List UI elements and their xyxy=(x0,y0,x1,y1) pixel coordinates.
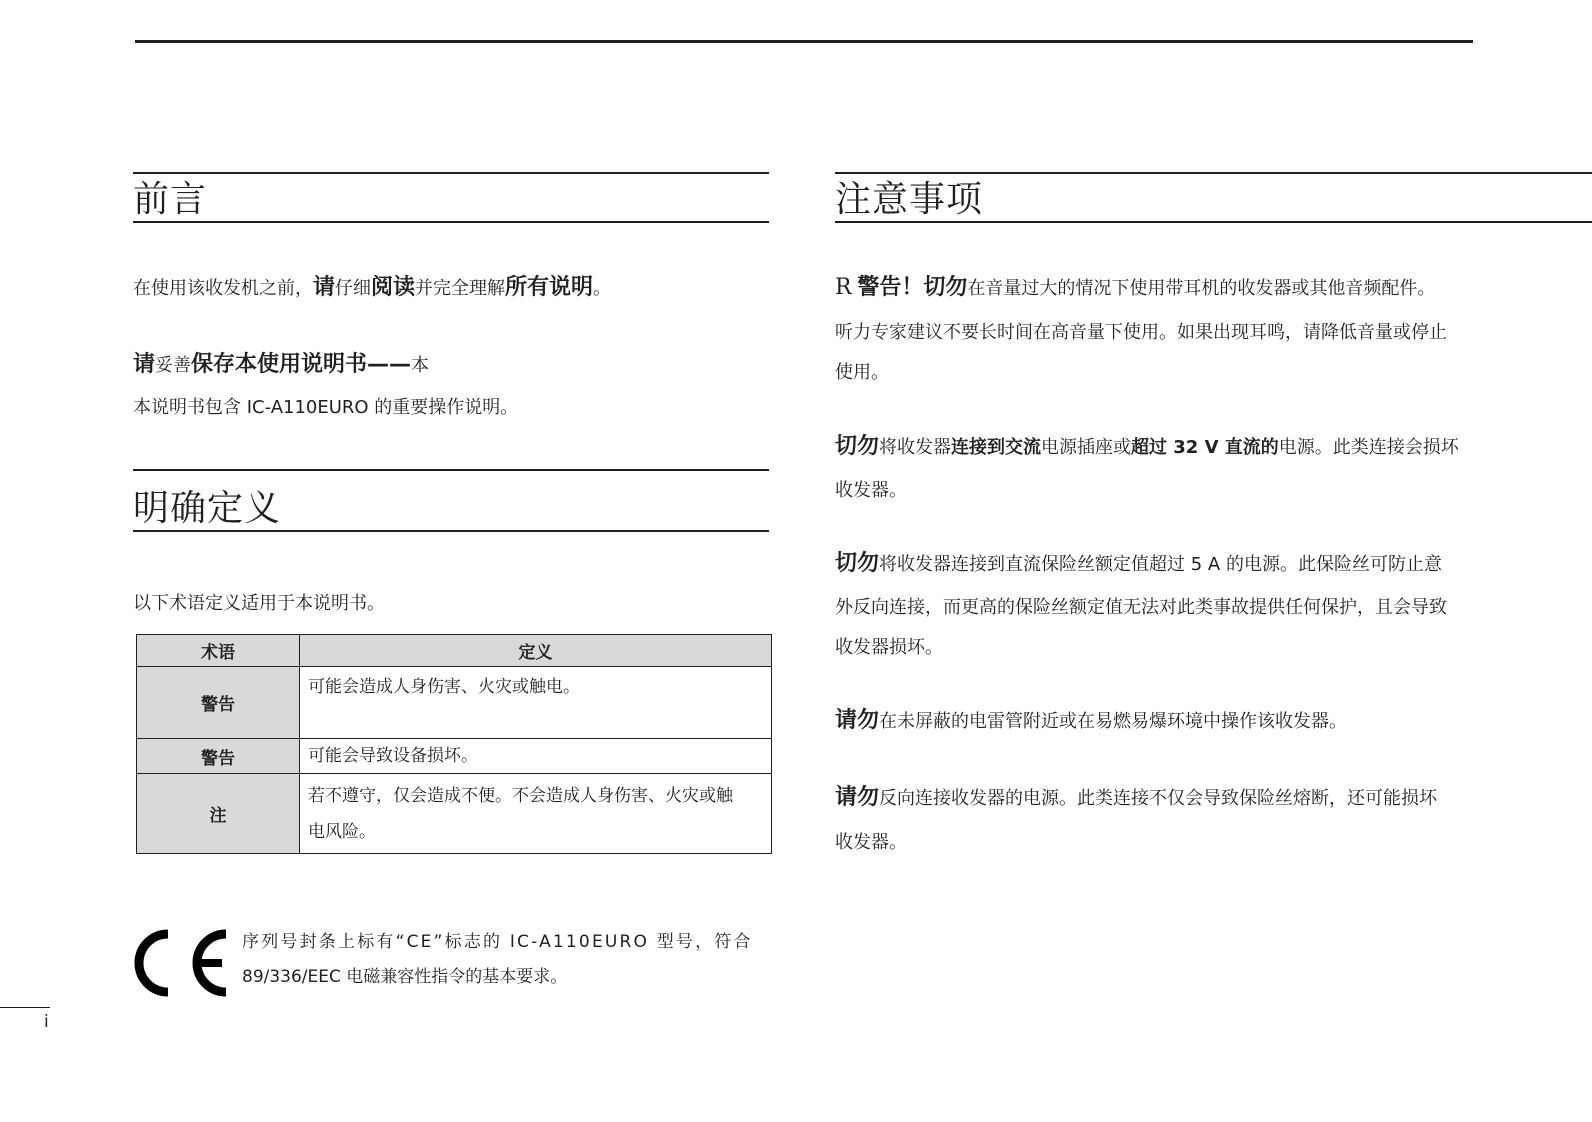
def-cell: 可能会造成人身伤害、火灾或触电。 xyxy=(300,667,772,739)
precaution-1-line-2: 听力专家建议不要长时间在高音量下使用。如果出现耳鸣，请降低音量或停止 xyxy=(835,322,1447,343)
table-row xyxy=(137,667,772,739)
precaution-1-line-1: R 警告！切勿在音量过大的情况下使用带耳机的收发器或其他音频配件。 xyxy=(835,275,1436,300)
def-cell: 可能会导致设备损坏。 xyxy=(300,739,772,774)
term-cell: 警告 xyxy=(137,739,300,774)
table-row xyxy=(137,739,772,774)
col-def-header: 定义 xyxy=(300,635,772,667)
definitions-top-rule xyxy=(133,469,769,471)
definitions-intro: 以下术语定义适用于本说明书。 xyxy=(133,593,385,614)
precaution-3-line-2: 外反向连接，而更高的保险丝额定值无法对此类事故提供任何保护，且会导致 xyxy=(835,597,1447,618)
foreword-line-1: 在使用该收发机之前，请仔细阅读并完全理解所有说明。 xyxy=(133,275,612,300)
ce-mark-icon xyxy=(134,928,230,998)
ce-text-line-2: 89/336/EEC 电磁兼容性指令的基本要求。 xyxy=(242,967,568,987)
term-cell: 注 xyxy=(137,774,300,854)
r-mark: R xyxy=(835,275,852,300)
precaution-2-line-2: 收发器。 xyxy=(835,480,907,501)
definitions-heading: 明确定义 xyxy=(133,488,282,529)
precaution-5-line-2: 收发器。 xyxy=(835,832,907,853)
precautions-top-rule xyxy=(835,172,1592,174)
table-header-row xyxy=(137,635,772,667)
page-number: i xyxy=(44,1012,49,1032)
foreword-heading: 前言 xyxy=(133,179,208,220)
foreword-line-2: 请妥善保存本使用说明书——本 xyxy=(133,352,430,377)
ce-text-line-1: 序列号封条上标有“CE”标志的 IC-A110EURO 型号，符合 xyxy=(242,932,753,952)
def-cell: 若不遵守，仅会造成不便。不会造成人身伤害、火灾或触 电风险。 xyxy=(300,774,772,854)
table-row xyxy=(137,774,772,854)
precaution-3-line-1: 切勿将收发器连接到直流保险丝额定值超过 5 A 的电源。此保险丝可防止意 xyxy=(835,551,1442,576)
precaution-4-line-1: 请勿在未屏蔽的电雷管附近或在易燃易爆环境中操作该收发器。 xyxy=(835,708,1348,733)
foreword-line-3: 本说明书包含 IC-A110EURO 的重要操作说明。 xyxy=(133,397,519,418)
precaution-1-line-3: 使用。 xyxy=(835,362,889,383)
precaution-5-line-1: 请勿反向连接收发器的电源。此类连接不仅会导致保险丝熔断，还可能损坏 xyxy=(835,785,1438,810)
col-term-header: 术语 xyxy=(137,635,300,667)
foreword-top-rule xyxy=(133,172,769,174)
definitions-table xyxy=(136,634,772,854)
top-rule xyxy=(135,40,1473,43)
definitions-bottom-rule xyxy=(133,530,769,532)
precautions-heading: 注意事项 xyxy=(835,179,984,220)
term-cell: 警告 xyxy=(137,667,300,739)
precaution-2-line-1: 切勿将收发器连接到交流电源插座或超过 32 V 直流的电源。此类连接会损坏 xyxy=(835,434,1459,459)
precaution-3-line-3: 收发器损坏。 xyxy=(835,637,943,658)
foreword-bottom-rule xyxy=(133,221,769,223)
precautions-bottom-rule xyxy=(835,221,1592,223)
page-footer-rule xyxy=(0,1007,50,1008)
